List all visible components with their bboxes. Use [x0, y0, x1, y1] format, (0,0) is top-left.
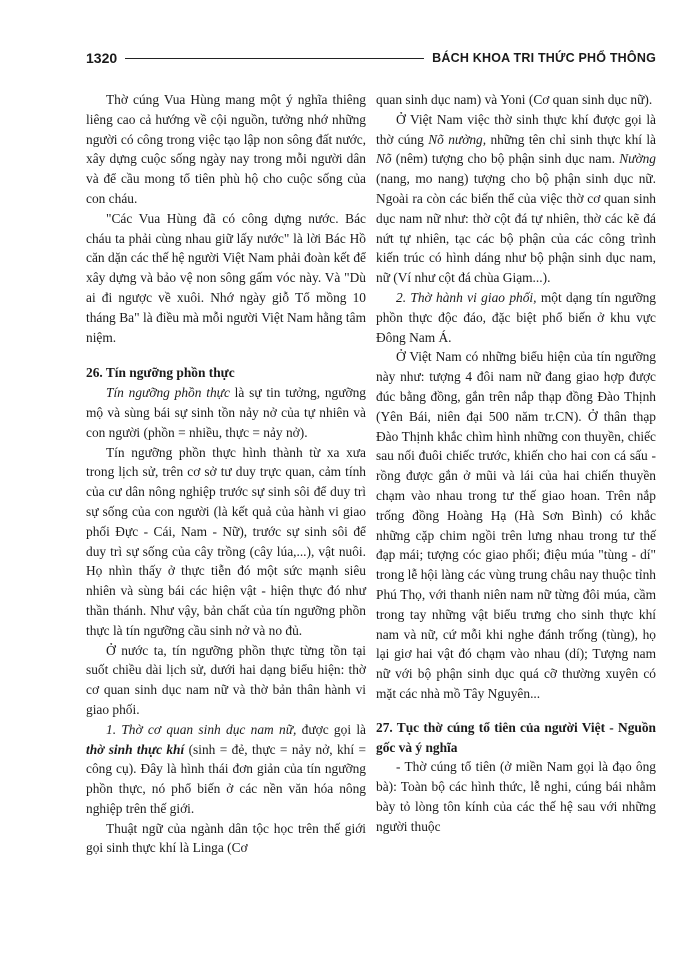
paragraph: Ở Việt Nam có những biểu hiện của tín ngưỡng này như: tượng 4 đôi nam nữ đang giao hợp được đúc bằng đồng, gắn trên nắp thạp đồng Đào Thịnh (Yên Bái, niên đại 500 năm tr.CN). Ở thân thạp Đào Thịnh khắc chìm hình những con thuyền, chiếc sau nối đuôi chiếc trước, khiến cho hai con cá sấu - rồng được gắn ở mũi và lái của hai chiến thuyền chạm vào nhau trong tư thế giao hoan. Trên nắp trống đồng Hoàng Hạ (Hà Sơn Bình) có khắc những cặp chim ngồi trên lưng nhau trong tư thế đạp mái; tượng cóc giao phối; điệu múa "tùng - dí" trong lễ hội làng các vùng trung châu nay thuộc tỉnh Phú Thọ, với thanh niên nam nữ từng đôi múa, cầm trong tay những vật biểu trưng cho sinh thực khí nam và nữ, cứ mỗi khi nghe đánh trống (tùng), họ lại giơ hai vật đó chạm vào nhau (dí); Tượng nam nữ với bộ phận sinh dục quá cỡ thường xuyên có mặt các nhà mồ Tây Nguyên... — [376, 349, 656, 701]
paragraph: 2. Thờ hành vi giao phối, một dạng tín ngưỡng phồn thực độc đáo, đặc biệt phổ biến ở khu vực Đông Nam Á. — [376, 289, 656, 345]
section-gap — [86, 347, 366, 363]
paragraph: 1. Thờ cơ quan sinh dục nam nữ, được gọi là thờ sinh thực khí (sinh = đẻ, thực = nảy nở, khí = công cụ). Đây là hình thái đơn giản của tín ngưỡng phồn thực, nó phổ biến ở các nền văn hóa nông nghiệp trên thế giới. — [86, 721, 367, 816]
section-gap — [376, 704, 656, 718]
paragraph: Tín ngưỡng phồn thực hình thành từ xa xưa trong lịch sử, trên cơ sở tư duy trực quan, cảm tính của cư dân nông nghiệp trước sự sinh sôi để duy trì sự sống của con người (là kết quả của hành vi giao phối Đực - Cái, Nam - Nữ), trước sự sinh sôi để duy trì sự sống của cây trồng (cây lúa,...), vật nuôi. Họ nhìn thấy ở thực tiễn đó một sức mạnh siêu nhiên và sùng bái các hiện vật - hiện thực đó như thần thánh. Như vậy, bản chất của tín ngưỡng phồn thực là tín ngưỡng cầu sinh nở và no đủ. — [86, 444, 366, 638]
paragraph: Ở Việt Nam việc thờ sinh thực khí được gọi là thờ cúng Nõ nường, những tên chỉ sinh thực khí là Nõ (nêm) tượng cho bộ phận sinh dục nam. Nường (nang, mo nang) tượng cho bộ phận sinh dục nữ. Ngoài ra còn các biến thể của việc thờ cơ quan sinh dục nam nữ như: thờ cột đá tự nhiên, thờ các kẽ đá nứt tự nhiên, tạc các bộ phận của các công trình kiến trúc có hình dáng như bộ phận sinh dục nam, nữ (Ví như cột đá chùa Giạm...). — [376, 111, 656, 286]
italic-term: 1. Thờ cơ quan sinh dục nam nữ, — [106, 721, 297, 737]
paragraph: - Thờ cúng tổ tiên (ở miền Nam gọi là đạo ông bà): Toàn bộ các hình thức, lễ nghi, cúng bái nhằm bày tỏ lòng tôn kính của các thế hệ sau với những người thuộc — [376, 759, 656, 834]
paragraph: Ở nước ta, tín ngưỡng phồn thực từng tồn tại suốt chiều dài lịch sử, dưới hai dạng biểu hiện: thờ cơ quan sinh dục nam nữ và thờ bản thân hành vi giao phối. — [86, 642, 366, 717]
page-number: 1320 — [86, 50, 118, 66]
italic-term: 2. Thờ hành vi giao phối, — [396, 289, 537, 305]
paragraph: quan sinh dục nam) và Yoni (Cơ quan sinh dục nữ). — [376, 92, 653, 107]
header-rule — [125, 58, 424, 59]
italic-term: Nường — [619, 151, 656, 167]
book-title: BÁCH KHOA TRI THỨC PHỔ THÔNG — [432, 51, 656, 65]
section-heading-27: 27. Tục thờ cúng tổ tiên của người Việt - Nguồn gốc và ý nghĩa — [376, 719, 656, 755]
page-header — [86, 48, 656, 68]
paragraph: "Các Vua Hùng đã có công dựng nước. Bác cháu ta phải cùng nhau giữ lấy nước" là lời Bác Hồ căn dặn các thế hệ người Việt Nam phải đoàn kết để xây dựng và bảo vệ non sông gấm vóc này. Và "Dù ai đi ngược về xuôi. Nhớ ngày giỗ Tổ mồng 10 tháng Ba" là điều mà mỗi người Việt Nam hằng tâm niệm. — [86, 210, 366, 345]
left-column — [86, 90, 366, 858]
paragraph: Thuật ngữ của ngành dân tộc học trên thế giới gọi sinh thực khí là Linga (Cơ — [86, 820, 366, 856]
italic-term: thờ sinh thực khí — [86, 741, 185, 757]
paragraph: Tín ngưỡng phồn thực là sự tin tưởng, ngưỡng mộ và sùng bái sự sinh tồn nảy nở của tự nhiên và con người (phồn = nhiều, thực = nảy nở). — [86, 385, 366, 440]
italic-term: Nõ nường, — [428, 131, 487, 147]
right-column — [376, 90, 656, 836]
section-heading-26: 26. Tín ngưỡng phồn thực — [86, 365, 235, 381]
paragraph: Thờ cúng Vua Hùng mang một ý nghĩa thiêng liêng cao cả hướng về cội nguồn, tưởng nhớ những người có công trong việc tạo lập non sông đất nước, xây dựng cuộc sống ngày nay trong mỗi người dân và để cầu mong tổ tiên phù hộ cho cuộc sống của con cháu. — [86, 92, 366, 206]
italic-term: Tín ngưỡng phồn thực — [106, 385, 230, 401]
italic-term: Nõ — [376, 151, 392, 167]
